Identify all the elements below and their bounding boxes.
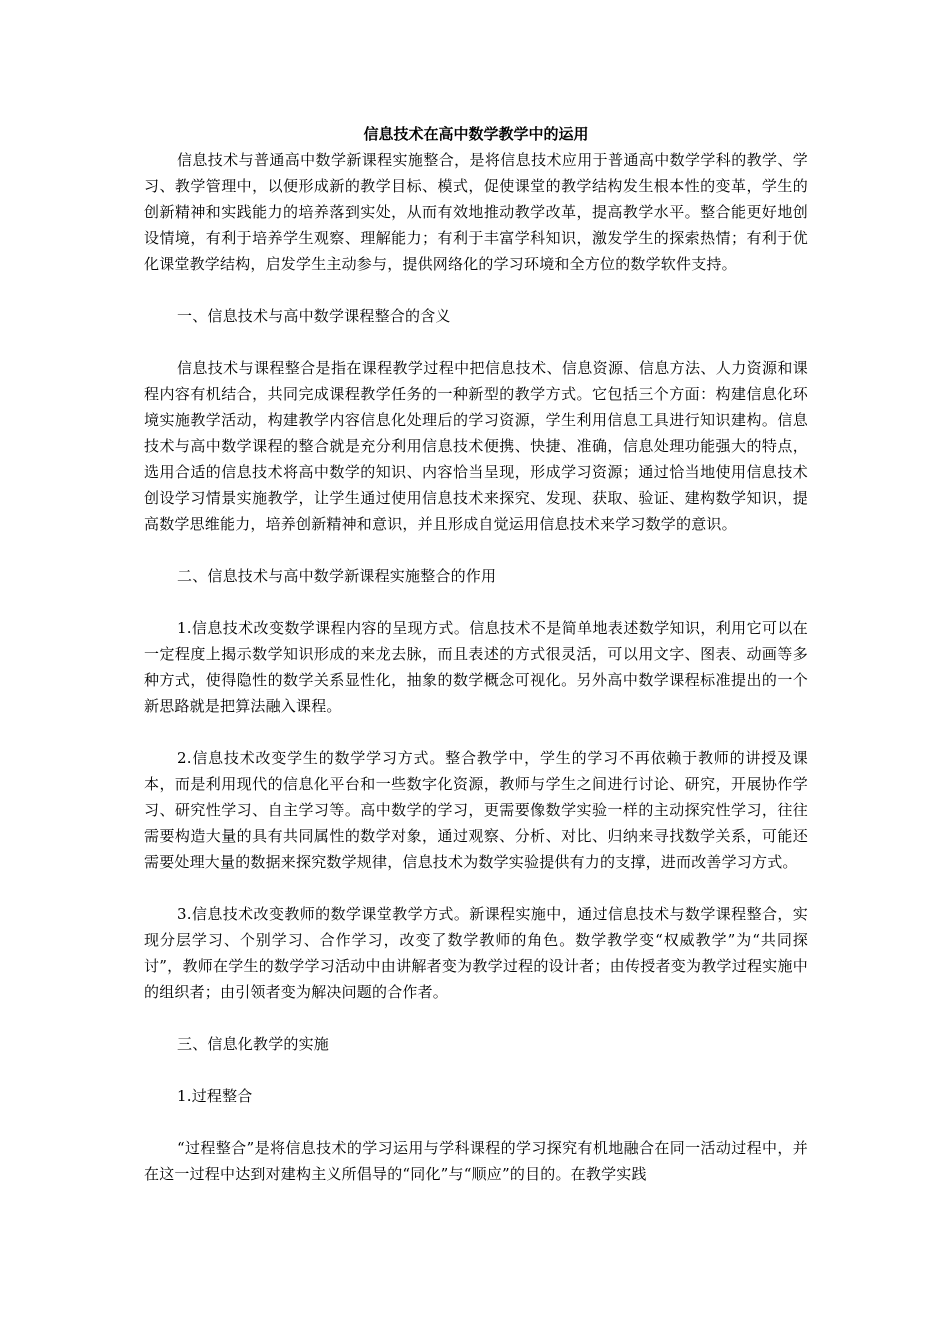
section-1-paragraph: 信息技术与课程整合是指在课程教学过程中把信息技术、信息资源、信息方法、人力资源和课程内容有机结合，共同完成课程教学任务的一种新型的教学方式。它包括三个方面：构建信息化环境实施教学活动，构建教学内容信息化处理后的学习资源，学生利用信息工具进行知识建构。信息技术与高中数学课程的整合就是充分利用信息技术便携、快捷、准确，信息处理功能强大的特点，选用合适的信息技术将高中数学的知识、内容恰当呈现，形成学习资源；通过恰当地使用信息技术创设学习情景实施教学，让学生通过使用信息技术来探究、发现、获取、验证、建构数学知识，提高数学思维能力，培养创新精神和意识，并且形成自觉运用信息技术来学习数学的意识。 (144, 359, 808, 533)
spacer (144, 719, 808, 745)
section-3-paragraph: “过程整合”是将信息技术的学习运用与学科课程的学习探究有机地融合在同一活动过程中，并在这一过程中达到对建构主义所倡导的“同化”与“顺应”的目的。在教学实践 (144, 1139, 808, 1183)
spacer (144, 329, 808, 355)
spacer (144, 589, 808, 615)
spacer (144, 875, 808, 901)
section-2-item-2: 2.信息技术改变学生的数学学习方式。整合教学中，学生的学习不再依赖于教师的讲授及课本，而是利用现代的信息化平台和一些数字化资源，教师与学生之间进行讨论、研究，开展协作学习、研究性学习、自主学习等。高中数学的学习，更需要像数学实验一样的主动探究性学习，往往需要构造大量的具有共同属性的数学对象，通过观察、分析、对比、归纳来寻找数学关系，可能还需要处理大量的数据来探究数学规律，信息技术为数学实验提供有力的支撑，进而改善学习方式。 (144, 749, 808, 871)
section-2-item-3: 3.信息技术改变教师的数学课堂教学方式。新课程实施中，通过信息技术与数学课程整合，实现分层学习、个别学习、合作学习，改变了数学教师的角色。数学教学变“权威教学”为“共同探讨”，教师在学生的数学学习活动中由讲解者变为教学过程的设计者；由传授者变为教学过程实施中的组织者；由引领者变为解决问题的合作者。 (144, 905, 808, 1001)
document-page (144, 121, 808, 1187)
spacer (144, 537, 808, 563)
section-1-heading: 一、信息技术与高中数学课程整合的含义 (177, 307, 451, 325)
intro-paragraph: 信息技术与普通高中数学新课程实施整合，是将信息技术应用于普通高中数学学科的教学、学习、教学管理中，以便形成新的教学目标、模式，促使课堂的教学结构发生根本性的变革，学生的创新精神和实践能力的培养落到实处，从而有效地推动教学改革，提高教学水平。整合能更好地创设情境，有利于培养学生观察、理解能力；有利于丰富学科知识，激发学生的探索热情；有利于优化课堂教学结构，启发学生主动参与，提供网络化的学习环境和全方位的数学软件支持。 (144, 151, 808, 273)
section-3-heading: 三、信息化教学的实施 (177, 1035, 330, 1053)
section-3-subheading: 1.过程整合 (177, 1087, 253, 1105)
spacer (144, 1005, 808, 1031)
section-2-item-1: 1.信息技术改变数学课程内容的呈现方式。信息技术不是简单地表述数学知识，利用它可以在一定程度上揭示数学知识形成的来龙去脉，而且表述的方式很灵活，可以用文字、图表、动画等多种方式，使得隐性的数学关系显性化，抽象的数学概念可视化。另外高中数学课程标准提出的一个新思路就是把算法融入课程。 (144, 619, 808, 715)
spacer (144, 1109, 808, 1135)
spacer (144, 1057, 808, 1083)
document-title: 信息技术在高中数学教学中的运用 (363, 125, 589, 143)
section-2-heading: 二、信息技术与高中数学新课程实施整合的作用 (177, 567, 497, 585)
spacer (144, 277, 808, 303)
